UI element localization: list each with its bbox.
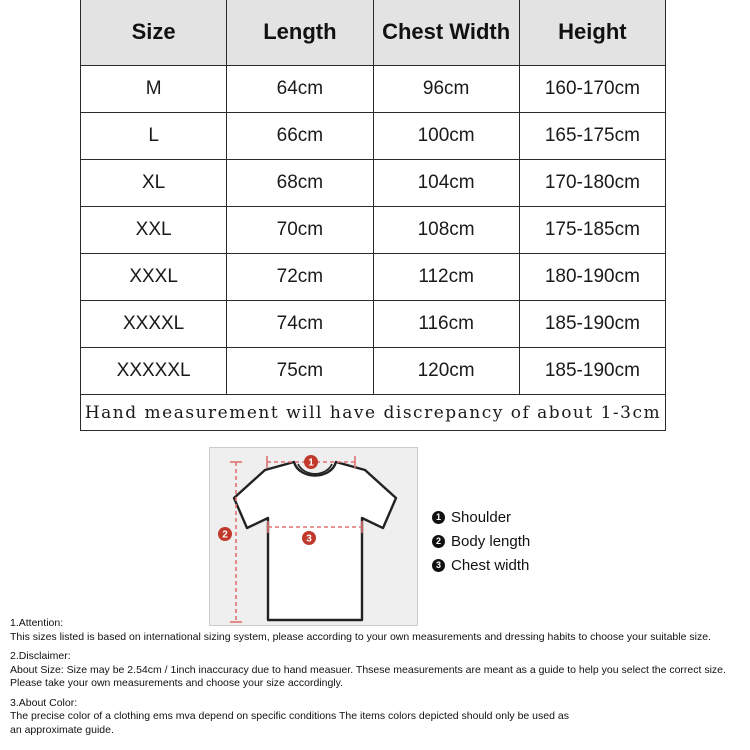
chest-width-cell: 120cm: [373, 348, 519, 395]
size-cell: XXXXXL: [81, 348, 227, 395]
legend-item-shoulder: [432, 505, 530, 529]
measurement-note-row: [81, 395, 666, 431]
legend-label: Body length: [451, 532, 531, 550]
height-cell: 180-190cm: [519, 254, 665, 301]
tshirt-diagram-svg: [210, 448, 417, 625]
height-cell: 160-170cm: [519, 66, 665, 113]
measurement-note: Hand measurement will have discrepancy of about 1-3cm: [81, 395, 666, 431]
note-disclaimer: [10, 650, 745, 691]
header-size: Size: [81, 0, 227, 66]
height-cell: 175-185cm: [519, 207, 665, 254]
length-cell: 75cm: [227, 348, 373, 395]
legend-label: Chest width: [451, 556, 530, 574]
table-row: [81, 301, 666, 348]
measurement-legend: [432, 505, 530, 577]
chest-width-cell: 100cm: [373, 113, 519, 160]
header-height: Height: [519, 0, 665, 66]
note-line: an approximate guide.: [10, 723, 114, 736]
height-cell: 165-175cm: [519, 113, 665, 160]
header-length: Length: [227, 0, 373, 66]
chest-width-cell: 112cm: [373, 254, 519, 301]
length-cell: 70cm: [227, 207, 373, 254]
size-cell: XXXL: [81, 254, 227, 301]
note-line: Please take your own measurements and choose your size accordingly.: [10, 677, 344, 689]
note-line: The precise color of a clothing ems mva depend on specific conditions The items colors depicted should only be used as: [10, 710, 569, 722]
note-title: 2.Disclaimer:: [10, 650, 71, 662]
note-title: 3.About Color:: [10, 696, 78, 709]
note-line: This sizes listed is based on international sizing system, please according to your own measurements and dressing habits to choose your suitable size.: [10, 630, 711, 643]
height-cell: 170-180cm: [519, 160, 665, 207]
legend-number-badge: 3: [432, 559, 445, 572]
length-cell: 74cm: [227, 301, 373, 348]
size-cell: XXXXL: [81, 301, 227, 348]
legend-number-badge: 2: [432, 535, 445, 548]
legend-number-badge: 1: [432, 511, 445, 524]
note-title: 1.Attention:: [10, 617, 64, 629]
table-row: [81, 348, 666, 395]
length-cell: 72cm: [227, 254, 373, 301]
length-cell: 64cm: [227, 66, 373, 113]
body-length-marker-number: 2: [222, 529, 228, 541]
length-cell: 68cm: [227, 160, 373, 207]
table-row: [81, 66, 666, 113]
legend-item-chest-width: [432, 553, 530, 577]
size-cell: XXL: [81, 207, 227, 254]
note-attention: [10, 617, 745, 644]
shoulder-marker-number: 1: [308, 457, 314, 469]
table-row: [81, 207, 666, 254]
table-row: [81, 113, 666, 160]
size-chart-table: [80, 0, 666, 431]
height-cell: 185-190cm: [519, 301, 665, 348]
note-about-color: [10, 697, 745, 738]
height-cell: 185-190cm: [519, 348, 665, 395]
chest-width-cell: 96cm: [373, 66, 519, 113]
chest-width-cell: 116cm: [373, 301, 519, 348]
header-chest-width: Chest Width: [373, 0, 519, 66]
tshirt-measurement-diagram: [209, 447, 418, 626]
notes-section: [10, 617, 745, 743]
legend-label: Shoulder: [451, 508, 512, 526]
size-cell: XL: [81, 160, 227, 207]
chest-width-cell: 104cm: [373, 160, 519, 207]
length-cell: 66cm: [227, 113, 373, 160]
table-row: [81, 160, 666, 207]
size-chart-header-row: [81, 0, 666, 66]
size-cell: L: [81, 113, 227, 160]
note-line: About Size: Size may be 2.54cm / 1inch inaccuracy due to hand measuer. Thsese measurements are meant as a guide to help you select the correct size.: [10, 663, 726, 676]
chest-width-cell: 108cm: [373, 207, 519, 254]
table-row: [81, 254, 666, 301]
chest-width-marker-number: 3: [306, 533, 312, 545]
legend-item-body-length: [432, 529, 530, 553]
size-cell: M: [81, 66, 227, 113]
